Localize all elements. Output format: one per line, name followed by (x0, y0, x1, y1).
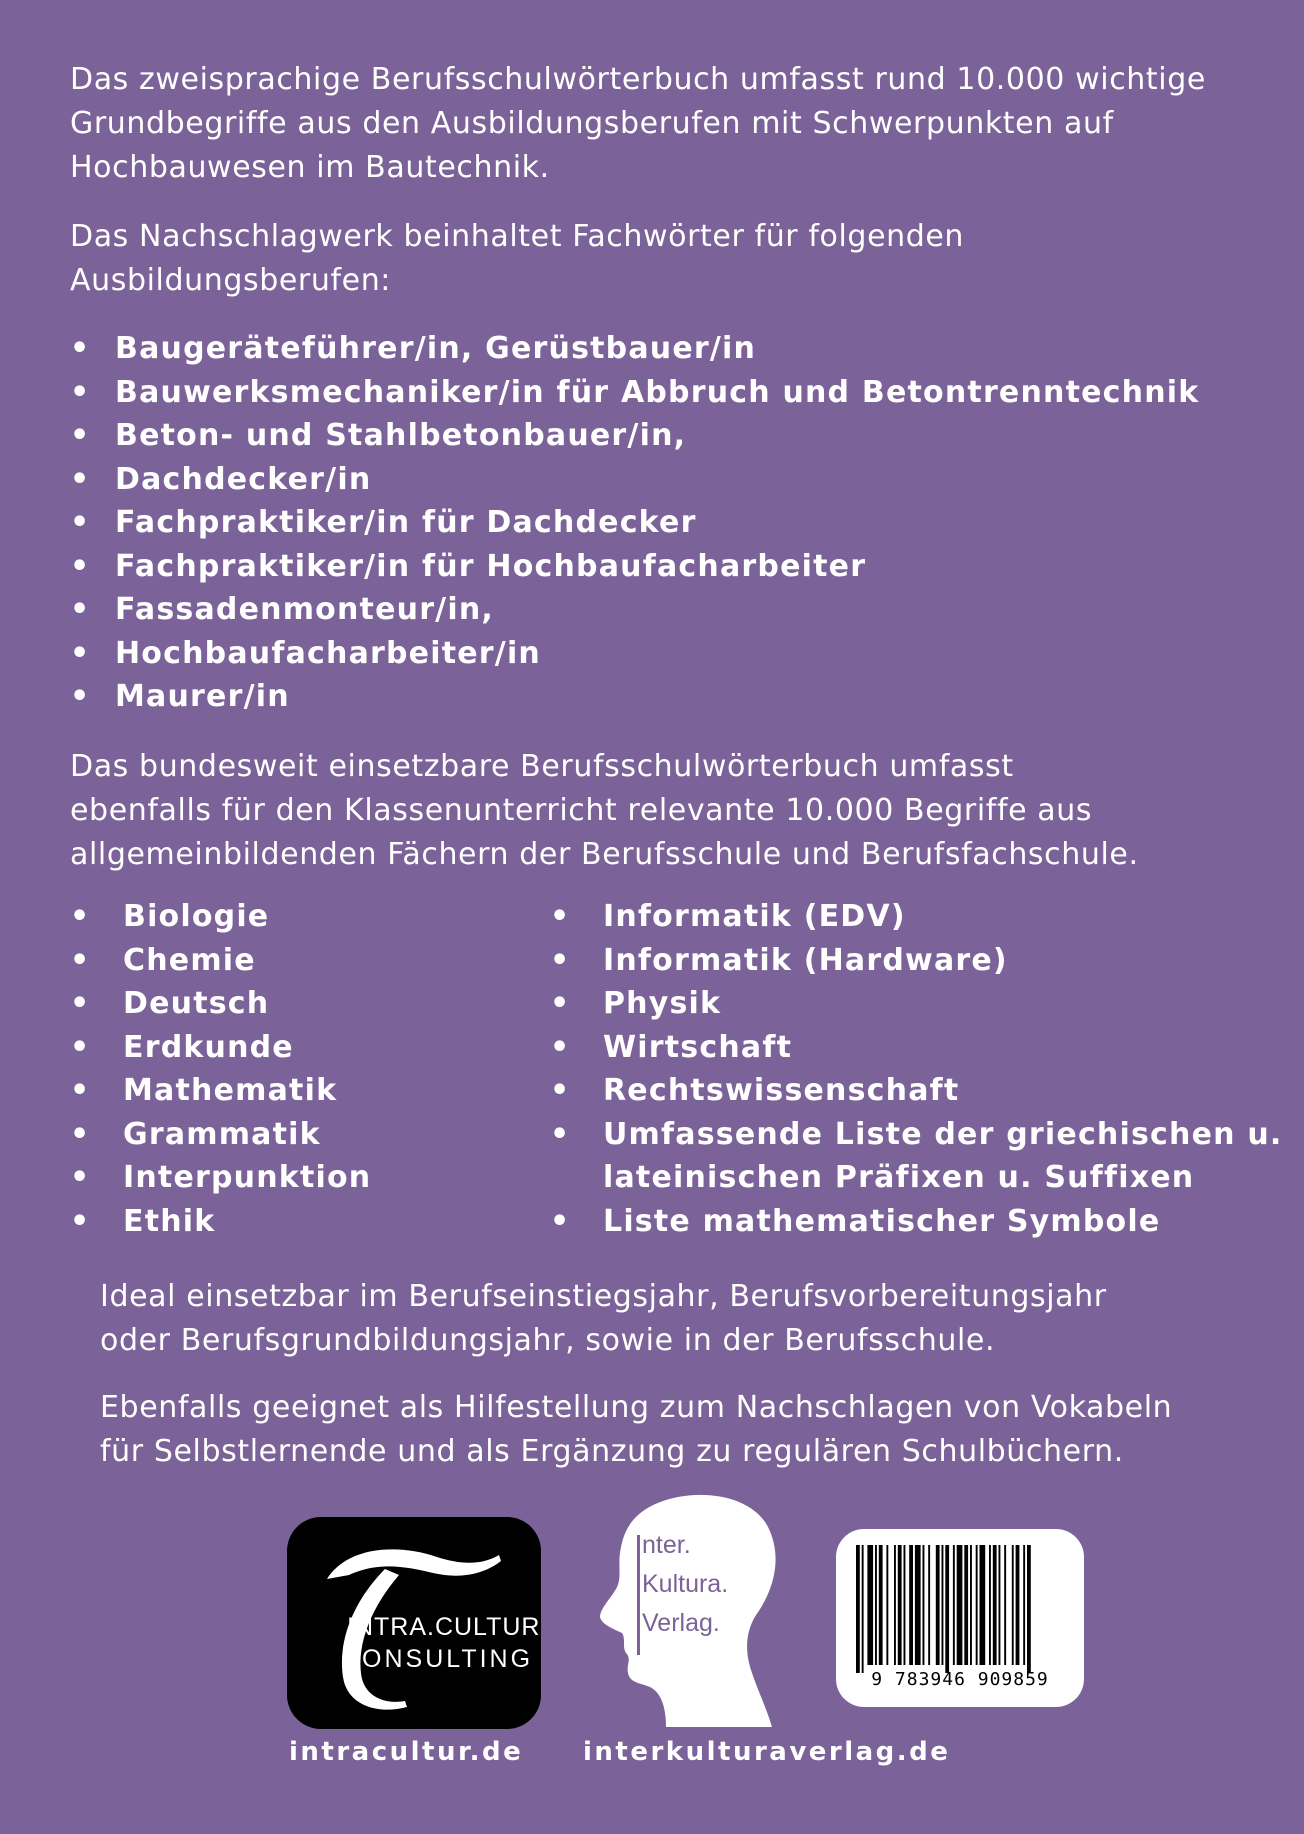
career-item: • Baugeräteführer/in, Gerüstbauer/in (70, 327, 1199, 371)
interkultura-logo (596, 1487, 782, 1727)
subject-item: • Mathematik (70, 1069, 371, 1113)
careers-intro-line: Ausbildungsberufen: (70, 263, 392, 298)
subject-item: • Ethik (70, 1200, 371, 1244)
intracultur-url[interactable]: intracultur.de (289, 1737, 524, 1767)
head-logo-bar (637, 1535, 640, 1655)
intracultur-logo-line1: INTRA.CULTUR (347, 1613, 541, 1641)
subjects-list-left (70, 895, 371, 1243)
usage-paragraph (100, 1275, 1280, 1363)
subject-item: • Informatik (Hardware) (550, 939, 1282, 983)
usage-line: Ideal einsetzbar im Berufseinstiegsjahr, Berufsvorbereitungsjahr (100, 1279, 1107, 1314)
general-intro-line: Das bundesweit einsetzbare Berufsschulwörterbuch umfasst (70, 749, 1014, 784)
career-item: • Bauwerksmechaniker/in für Abbruch und Betontrenntechnik (70, 371, 1199, 415)
career-item: • Maurer/in (70, 675, 1199, 719)
also-line: Ebenfalls geeignet als Hilfestellung zum Nachschlagen von Vokabeln (100, 1390, 1173, 1425)
subject-item: • Grammatik (70, 1113, 371, 1157)
careers-intro-paragraph (70, 215, 1250, 303)
subject-item: • Umfassende Liste der griechischen u. (550, 1113, 1282, 1157)
intro-line: Das zweisprachige Berufsschulwörterbuch umfasst rund 10.000 wichtige (70, 62, 1206, 97)
subject-item-continuation: lateinischen Präfixen u. Suffixen (603, 1160, 1195, 1195)
career-item: • Hochbaufacharbeiter/in (70, 632, 1199, 676)
career-item: • Fassadenmonteur/in, (70, 588, 1199, 632)
subject-item: • Wirtschaft (550, 1026, 1282, 1070)
also-line: für Selbstlernende und als Ergänzung zu regulären Schulbüchern. (100, 1434, 1124, 1469)
subject-item: • Chemie (70, 939, 371, 983)
interkultura-logo-line1: nter. (642, 1531, 691, 1559)
isbn-number: 9 783946 909859 (871, 1669, 1049, 1690)
subjects-list-right (550, 895, 1282, 1243)
career-item: • Fachpraktiker/in für Dachdecker (70, 501, 1199, 545)
intro-line: Grundbegriffe aus den Ausbildungsberufen mit Schwerpunkten auf (70, 106, 1114, 141)
intro-line: Hochbauwesen im Bautechnik. (70, 150, 550, 185)
career-item: • Beton- und Stahlbetonbauer/in, (70, 414, 1199, 458)
general-intro-paragraph (70, 745, 1250, 877)
subject-item: • Physik (550, 982, 1282, 1026)
careers-intro-line: Das Nachschlagwerk beinhaltet Fachwörter für folgenden (70, 219, 965, 254)
usage-line: oder Berufsgrundbildungsjahr, sowie in der Berufsschule. (100, 1323, 996, 1358)
general-intro-line: ebenfalls für den Klassenunterricht relevante 10.000 Begriffe aus (70, 793, 1093, 828)
subject-item: • Informatik (EDV) (550, 895, 1282, 939)
subject-item: • Rechtswissenschaft (550, 1069, 1282, 1113)
career-item: • Fachpraktiker/in für Hochbaufacharbeiter (70, 545, 1199, 589)
head-profile-icon (596, 1487, 782, 1727)
intro-paragraph (70, 58, 1250, 190)
careers-list (70, 327, 1199, 719)
intracultur-logo (287, 1517, 541, 1729)
general-intro-line: allgemeinbildenden Fächern der Berufsschule und Berufsfachschule. (70, 837, 1139, 872)
career-item: • Dachdecker/in (70, 458, 1199, 502)
subject-item: • Deutsch (70, 982, 371, 1026)
subject-item: • Liste mathematischer Symbole (550, 1200, 1282, 1244)
interkultura-logo-line2: Kultura. (642, 1570, 729, 1598)
subject-item: • Interpunktion (70, 1156, 371, 1200)
also-paragraph (100, 1386, 1280, 1474)
isbn-barcode (836, 1529, 1084, 1707)
interkultura-url[interactable]: interkulturaverlag.de (583, 1737, 951, 1767)
subject-item: • Erdkunde (70, 1026, 371, 1070)
interkultura-logo-line3: Verlag. (642, 1609, 720, 1637)
intracultur-logo-line2: CONSULTING (341, 1645, 534, 1673)
subject-item: • Biologie (70, 895, 371, 939)
